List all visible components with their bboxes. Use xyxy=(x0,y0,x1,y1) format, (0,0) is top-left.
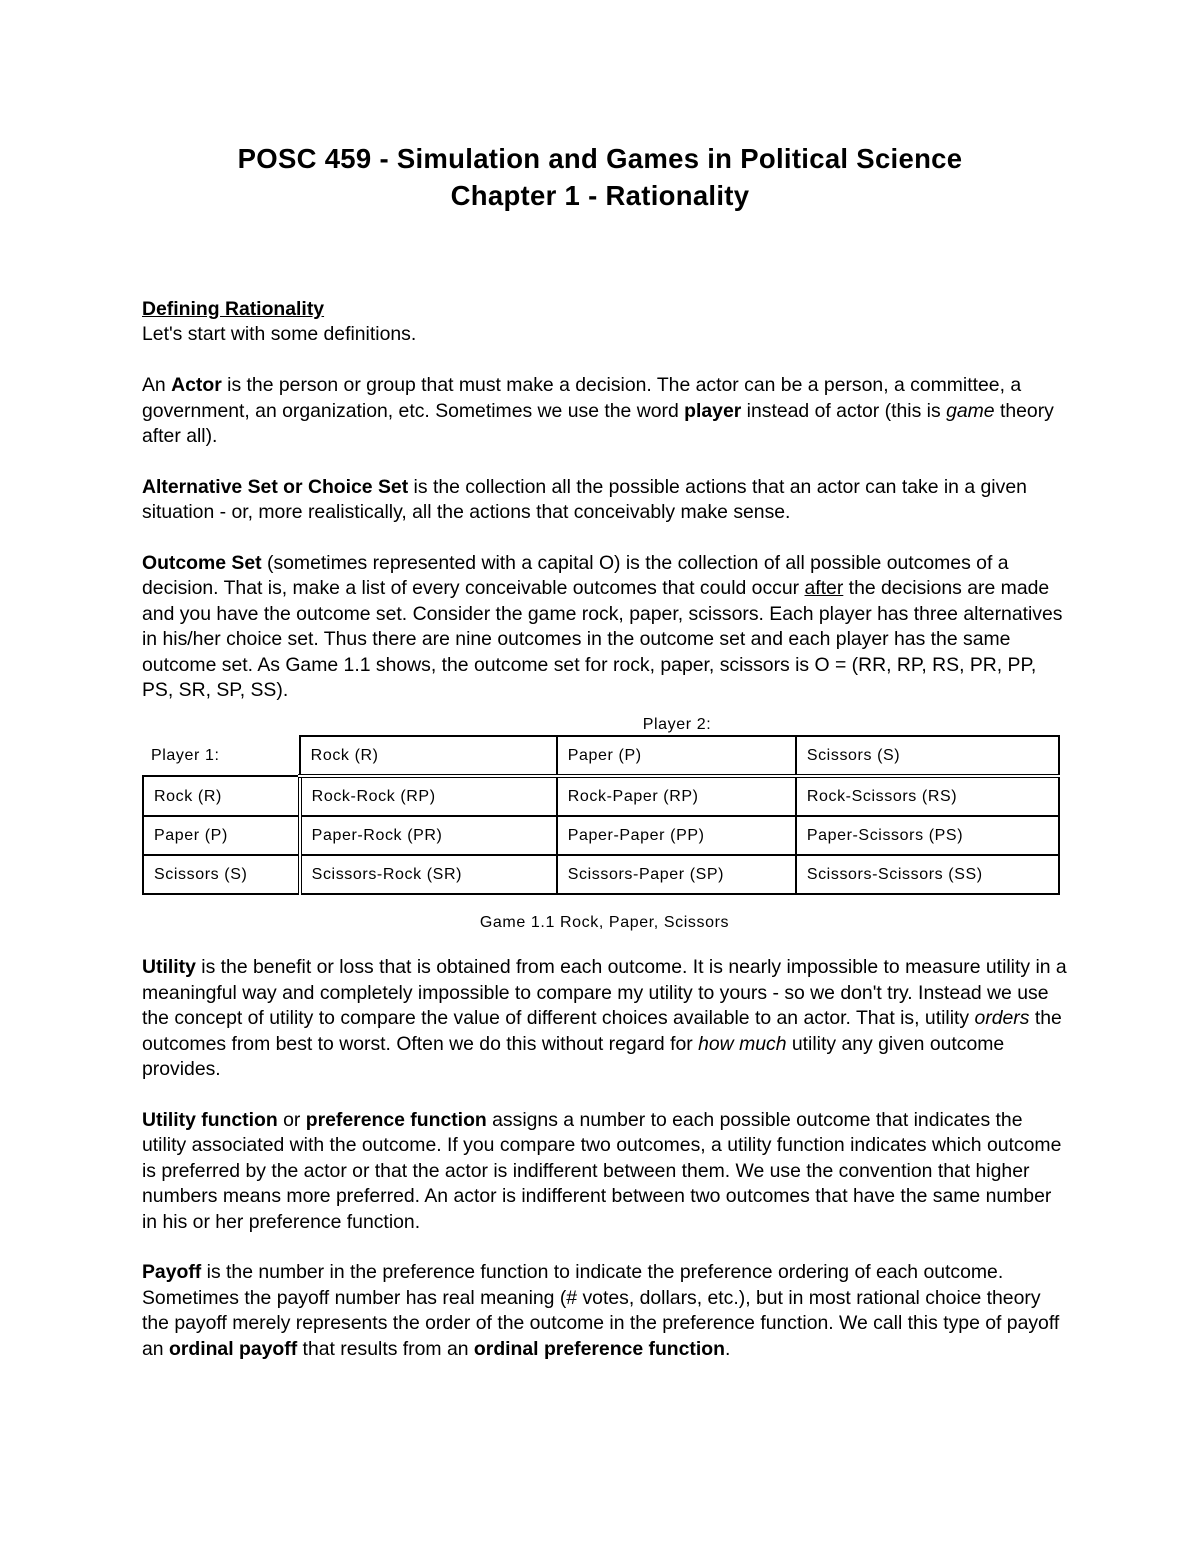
utility-function-definition xyxy=(142,1108,1067,1235)
how-much-emphasis: how much xyxy=(698,1032,787,1055)
table-row xyxy=(143,776,1059,816)
alternative-set-term: Alternative Set or Choice Set xyxy=(142,475,409,498)
chapter-title: Chapter 1 - Rationality xyxy=(450,180,750,211)
utility-definition xyxy=(142,955,1067,1082)
or-text: or xyxy=(277,1108,306,1131)
player-term: player xyxy=(684,399,742,422)
actor-term: Actor xyxy=(171,374,222,397)
table-row xyxy=(143,816,1059,855)
alternative-set-text: is the collection all the possible actions that an actor can take in a given situation - or, more realistically, all the actions that conceivably make sense. xyxy=(142,475,1027,524)
table-cell: Paper-Scissors (PS) xyxy=(796,816,1059,855)
payoff-term: Payoff xyxy=(142,1261,202,1284)
utility-function-term: Utility function xyxy=(142,1108,278,1131)
player2-label: Player 2: xyxy=(642,716,712,734)
column-header-paper: Paper (P) xyxy=(557,736,796,776)
outcome-text-2: the decisions are made and you have the outcome set. Consider the game rock, paper, scissors. Each player has three alternatives in his/her choice set. Thus there are nine outcomes in the outcome set and each player has the same outcome set. As Game 1.1 shows, the outcome set for rock, paper, scissors is O = (RR, RP, RS, PR, PP, PS, SR, SP, SS). xyxy=(142,577,1063,702)
row-header-rock: Rock (R) xyxy=(143,776,300,816)
actor-text: is the person or group that must make a decision. The actor can be a person, a committee, a government, an organization, etc. Sometimes we use the word xyxy=(142,374,1022,422)
ordinal-payoff-term: ordinal payoff xyxy=(168,1337,298,1360)
payoff-text: is the number in the preference function to indicate the preference ordering of each outcome. Sometimes the payoff number has real meaning (# votes, dollars, etc.), but in most rational choice theory the payoff merely represents the order of the outcome in the preference function. We call this type of payoff an xyxy=(142,1261,1060,1360)
actor-pre: An xyxy=(142,374,172,397)
document-title xyxy=(0,140,1200,214)
section-heading: Defining Rationality xyxy=(142,298,325,320)
actor-text-3: theory after all). xyxy=(142,399,1054,448)
payoff-text-2: that results from an xyxy=(297,1337,474,1360)
outcome-set-term: Outcome Set xyxy=(142,552,262,575)
row-header-scissors: Scissors (S) xyxy=(143,855,300,894)
utility-text-2: the outcomes from best to worst. Often we do this without regard for xyxy=(142,1007,1062,1055)
table-caption: Game 1.1 Rock, Paper, Scissors xyxy=(479,914,730,932)
ordinal-preference-function-term: ordinal preference function xyxy=(473,1337,725,1360)
course-title: POSC 459 - Simulation and Games in Political Science xyxy=(237,143,963,174)
table-row xyxy=(143,855,1059,894)
game-emphasis: game xyxy=(946,399,995,422)
table-cell: Paper-Rock (PR) xyxy=(300,816,557,855)
actor-definition xyxy=(142,373,1067,449)
table-cell: Scissors-Paper (SP) xyxy=(557,855,796,894)
utility-term: Utility xyxy=(142,956,196,979)
row-header-paper: Paper (P) xyxy=(143,816,300,855)
column-header-scissors: Scissors (S) xyxy=(796,736,1059,776)
after-underlined: after xyxy=(804,577,844,600)
payoff-text-3: . xyxy=(724,1337,731,1360)
outcome-text: (sometimes represented with a capital O) is the collection of all possible outcomes of a decision. That is, make a list of every conceivable outcomes that could occur xyxy=(142,552,1009,600)
section-intro xyxy=(142,297,1067,348)
player1-label: Player 1: xyxy=(151,747,220,765)
preference-function-term: preference function xyxy=(305,1108,487,1131)
orders-emphasis: orders xyxy=(974,1007,1030,1030)
rock-paper-scissors-table xyxy=(142,735,1060,895)
column-header-rock: Rock (R) xyxy=(300,736,557,776)
document-body xyxy=(142,297,1067,1387)
table-cell: Scissors-Scissors (SS) xyxy=(796,855,1059,894)
payoff-definition xyxy=(142,1260,1067,1362)
game-table-block xyxy=(142,715,1067,933)
actor-text-2: instead of actor (this is xyxy=(741,399,947,422)
intro-text: Let's start with some definitions. xyxy=(142,323,417,346)
table-cell: Paper-Paper (PP) xyxy=(557,816,796,855)
utility-text-3: utility any given outcome provides. xyxy=(142,1032,1005,1081)
outcome-set-definition xyxy=(142,551,1067,703)
table-cell: Rock-Scissors (RS) xyxy=(796,776,1059,816)
utility-text: is the benefit or loss that is obtained from each outcome. It is nearly impossible to measure utility in a meaningful way and completely impossible to compare my utility to yours - so we don't try. Instead we use the concept of utility to compare the value of different choices available to an actor. That is, utility xyxy=(142,956,1067,1030)
table-cell: Scissors-Rock (SR) xyxy=(300,855,557,894)
utility-function-text: assigns a number to each possible outcome that indicates the utility associated with the outcome. If you compare two outcomes, a utility function indicates which outcome is preferred by the actor or that the actor is indifferent between them. We use the convention that higher numbers means more preferred. An actor is indifferent between two outcomes that have the same number in his or her preference function. xyxy=(142,1108,1062,1233)
alternative-set-definition xyxy=(142,475,1067,526)
table-cell: Rock-Rock (RP) xyxy=(300,776,557,816)
table-cell: Rock-Paper (RP) xyxy=(557,776,796,816)
table-header-row xyxy=(143,736,1059,776)
